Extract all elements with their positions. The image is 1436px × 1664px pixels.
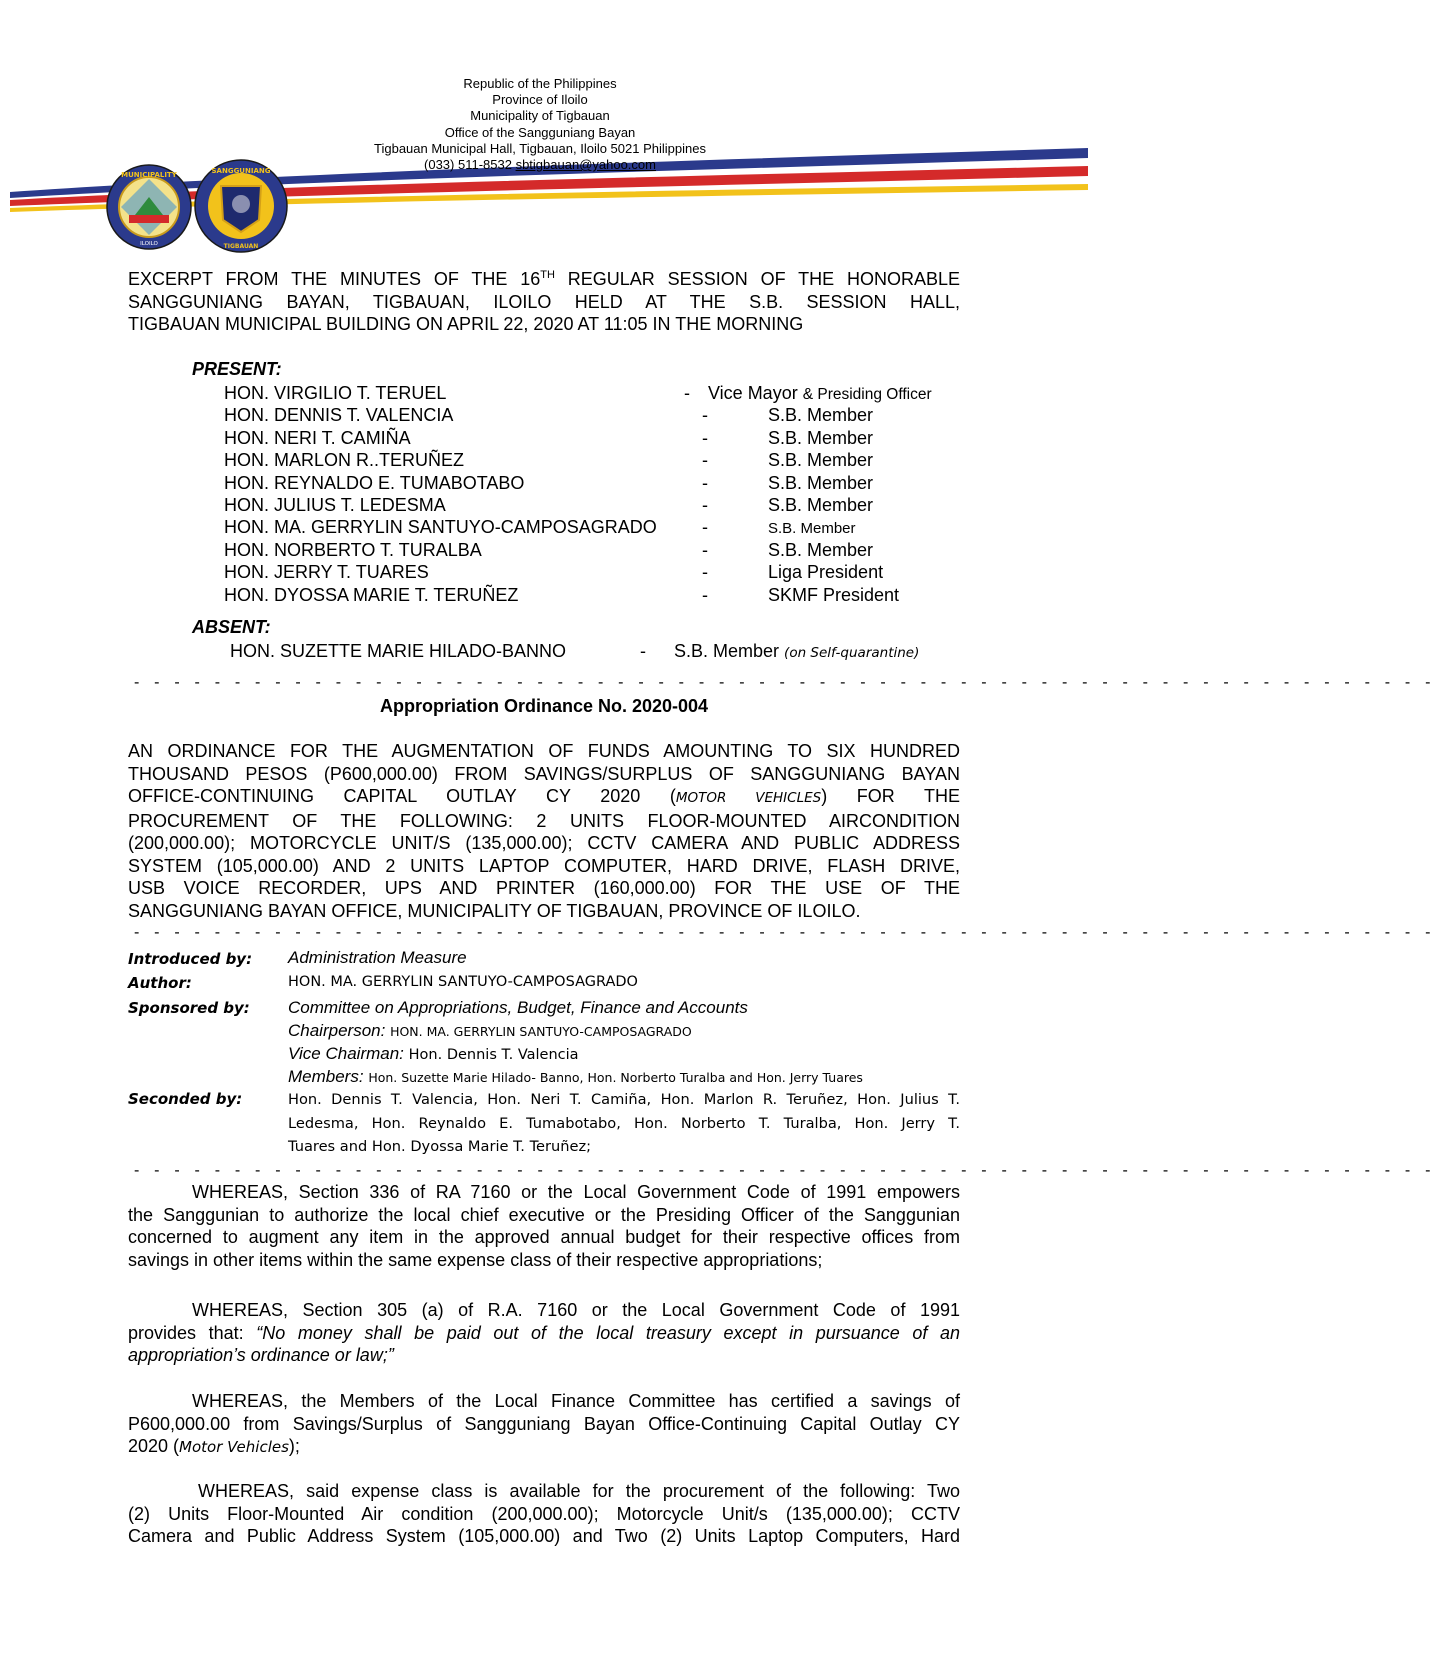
member-name: HON. MA. GERRYLIN SANTUYO-CAMPOSAGRADO xyxy=(224,517,657,538)
member-name: HON. REYNALDO E. TUMABOTABO xyxy=(224,472,525,493)
svg-text:MUNICIPALITY: MUNICIPALITY xyxy=(121,171,177,179)
member-dash: - xyxy=(684,383,690,403)
letterhead-municipality: Municipality of Tigbauan xyxy=(470,108,610,124)
whereas-4-line-1: WHEREAS, said expense class is available for the procurement of the following: Two xyxy=(198,1481,960,1501)
member-dash: - xyxy=(702,539,708,560)
whereas-1-line-3: concerned to augment any item in the approved annual budget for their respective offices from xyxy=(128,1227,960,1247)
member-dash: - xyxy=(702,405,708,426)
present-heading: PRESENT: xyxy=(192,359,282,379)
svg-text:TIGBAUAN: TIGBAUAN xyxy=(223,243,259,250)
member-position: SKMF President xyxy=(768,584,900,605)
whereas-3-line-1: WHEREAS, the Members of the Local Finance Committee has certified a savings of xyxy=(192,1391,960,1411)
member-dash: - xyxy=(702,495,708,515)
seconded-line-2: Ledesma, Hon. Reynaldo E. Tumabotabo, Hon. Norberto T. Turalba, Hon. Jerry T. xyxy=(288,1114,960,1132)
whereas-1-line-1: WHEREAS, Section 336 of RA 7160 or the Local Government Code of 1991 empowers xyxy=(192,1182,960,1202)
excerpt-line-1: EXCERPT FROM THE MINUTES OF THE 16TH REGULAR SESSION OF THE HONORABLE xyxy=(128,269,960,289)
whereas-paragraph-3 xyxy=(128,1390,960,1459)
whereas-1-line-4: savings in other items within the same expense class of their respective appropriations; xyxy=(128,1249,823,1270)
seconded-value xyxy=(288,1088,960,1159)
seconded-line-1: Hon. Dennis T. Valencia, Hon. Neri T. Camiña, Hon. Marlon R. Teruñez, Hon. Julius T. xyxy=(288,1091,960,1108)
introduced-value: Administration Measure xyxy=(288,948,467,967)
member-name: HON. MARLON R..TERUÑEZ xyxy=(224,450,465,471)
excerpt-line-2: SANGGUNIANG BAYAN, TIGBAUAN, ILOILO HELD AT THE S.B. SESSION HALL, xyxy=(128,291,960,312)
ordinance-line-3: OFFICE-CONTINUING CAPITAL OUTLAY CY 2020 (MOTOR VEHICLES) FOR THE xyxy=(128,786,961,806)
letterhead-country: Republic of the Philippines xyxy=(463,76,617,91)
member-dash: - xyxy=(702,584,708,605)
vice-chairman-line: Vice Chairman: Hon. Dennis T. Valencia xyxy=(288,1044,579,1063)
member-position: Liga President xyxy=(768,562,884,583)
member-position: S.B. Member xyxy=(768,472,874,493)
letterhead-email-link[interactable]: sbtigbauan@yahoo.com xyxy=(515,157,656,173)
introduced-label: Introduced by: xyxy=(128,950,253,968)
letterhead-phone: (033) 511-8532 xyxy=(424,157,512,173)
whereas-3-line-3: 2020 (Motor Vehicles); xyxy=(128,1436,300,1456)
member-position: S.B. Member xyxy=(768,520,856,538)
letterhead-office: Office of the Sangguniang Bayan xyxy=(444,124,636,140)
seconded-label: Seconded by: xyxy=(128,1090,243,1108)
excerpt-header xyxy=(128,268,960,336)
member-name: HON. JERRY T. TUARES xyxy=(224,562,429,583)
sponsored-value: Committee on Appropriations, Budget, Finance and Accounts xyxy=(288,998,748,1017)
author-value: HON. MA. GERRYLIN SANTUYO-CAMPOSAGRADO xyxy=(288,974,638,990)
separator-1: - - - - - - - - - - - - - - - - - - - - - - - - - - - - - - - - - - - - - - - - - - - - - - - - - - - - - - - - - - - - - - - - - xyxy=(134,674,1436,691)
excerpt-line-3: TIGBAUAN MUNICIPAL BUILDING ON APRIL 22, 2020 AT 11:05 IN THE MORNING xyxy=(128,314,804,334)
member-name: HON. DENNIS T. VALENCIA xyxy=(224,405,454,426)
whereas-2-line-2: provides that: “No money shall be paid out of the local treasury except in pursuance of an xyxy=(128,1322,960,1343)
absent-dash: - xyxy=(640,641,646,661)
members-line: Members: Hon. Suzette Marie Hilado- Banno, Hon. Norberto Turalba and Hon. Jerry Tuares xyxy=(288,1067,863,1086)
member-position: S.B. Member xyxy=(768,427,874,448)
ordinance-line-7: USB VOICE RECORDER, UPS AND PRINTER (160,000.00) FOR THE USE OF THE xyxy=(128,878,960,898)
ordinance-line-2: THOUSAND PESOS (P600,000.00) FROM SAVINGS/SURPLUS OF SANGGUNIANG BAYAN xyxy=(128,763,960,784)
separator-2: - - - - - - - - - - - - - - - - - - - - - - - - - - - - - - - - - - - - - - - - - - - - - - - - - - - - - - - - - - - - - - - - - xyxy=(134,924,1436,941)
whereas-2-line-3: appropriation’s ordinance or law;” xyxy=(128,1345,394,1365)
letterhead xyxy=(300,76,780,173)
absent-heading: ABSENT: xyxy=(192,617,271,637)
letterhead-contact xyxy=(300,157,780,173)
member-name: HON. NERI T. CAMIÑA xyxy=(224,427,411,448)
seconded-line-3: Tuares and Hon. Dyossa Marie T. Teruñez; xyxy=(288,1138,592,1155)
letterhead-address: Tigbauan Municipal Hall, Tigbauan, Iloilo 5021 Philippines xyxy=(374,140,706,156)
ordinance-line-6: SYSTEM (105,000.00) AND 2 UNITS LAPTOP COMPUTER, HARD DRIVE, FLASH DRIVE, xyxy=(128,855,960,876)
member-dash: - xyxy=(702,472,708,493)
whereas-paragraph-2 xyxy=(128,1299,960,1367)
ordinance-line-8: SANGGUNIANG BAYAN OFFICE, MUNICIPALITY OF TIGBAUAN, PROVINCE OF ILOILO. xyxy=(128,900,861,921)
municipality-seal xyxy=(105,163,193,251)
member-dash: - xyxy=(702,517,708,538)
member-position: S.B. Member xyxy=(768,539,874,560)
member-dash: - xyxy=(702,427,708,448)
whereas-1-line-2: the Sanggunian to authorize the local chief executive or the Presiding Officer of the Sanggunian xyxy=(128,1204,960,1225)
sangguniang-bayan-seal xyxy=(193,158,289,254)
member-position: S.B. Member xyxy=(768,495,874,515)
ordinance-line-4: PROCUREMENT OF THE FOLLOWING: 2 UNITS FLOOR-MOUNTED AIRCONDITION xyxy=(128,810,960,831)
whereas-3-line-2: P600,000.00 from Savings/Surplus of Sangguniang Bayan Office-Continuing Capital Outlay CY xyxy=(128,1413,960,1434)
ordinance-title: Appropriation Ordinance No. 2020-004 xyxy=(379,696,709,716)
member-position: S.B. Member xyxy=(768,450,874,471)
member-name: HON. JULIUS T. LEDESMA xyxy=(224,495,446,515)
sponsored-label: Sponsored by: xyxy=(128,999,250,1017)
separator-3: - - - - - - - - - - - - - - - - - - - - - - - - - - - - - - - - - - - - - - - - - - - - - - - - - - - - - - - - - - - - - - - - - xyxy=(134,1162,1436,1179)
member-position: Vice Mayor & Presiding Officer xyxy=(708,383,932,403)
ordinance-text xyxy=(128,740,960,922)
absent-position: S.B. Member (on Self-quarantine) xyxy=(674,641,920,661)
author-label: Author: xyxy=(128,974,192,992)
whereas-2-line-1: WHEREAS, Section 305 (a) of R.A. 7160 or the Local Government Code of 1991 xyxy=(192,1300,960,1320)
member-name: HON. NORBERTO T. TURALBA xyxy=(224,539,482,560)
whereas-4-line-3: Camera and Public Address System (105,000.00) and Two (2) Units Laptop Computers, Hard xyxy=(128,1526,960,1546)
member-name: HON. DYOSSA MARIE T. TERUÑEZ xyxy=(224,584,519,605)
whereas-4-line-2: (2) Units Floor-Mounted Air condition (200,000.00); Motorcycle Unit/s (135,000.00); CCTV xyxy=(128,1503,960,1524)
ordinance-line-5: (200,000.00); MOTORCYCLE UNIT/S (135,000.00); CCTV CAMERA AND PUBLIC ADDRESS xyxy=(128,833,960,853)
member-position: S.B. Member xyxy=(768,405,874,426)
chairperson-line: Chairperson: HON. MA. GERRYLIN SANTUYO-CAMPOSAGRADO xyxy=(288,1021,692,1040)
member-name: HON. VIRGILIO T. TERUEL xyxy=(224,383,447,403)
svg-text:ILOILO: ILOILO xyxy=(140,241,158,247)
ordinance-line-1: AN ORDINANCE FOR THE AUGMENTATION OF FUNDS AMOUNTING TO SIX HUNDRED xyxy=(128,741,960,761)
svg-text:SANGGUNIANG: SANGGUNIANG xyxy=(211,167,271,175)
member-dash: - xyxy=(702,450,708,471)
absent-name: HON. SUZETTE MARIE HILADO-BANNO xyxy=(230,641,567,661)
member-dash: - xyxy=(702,562,708,583)
whereas-paragraph-4 xyxy=(128,1480,960,1548)
letterhead-province: Province of Iloilo xyxy=(492,92,588,108)
whereas-paragraph-1 xyxy=(128,1181,960,1271)
